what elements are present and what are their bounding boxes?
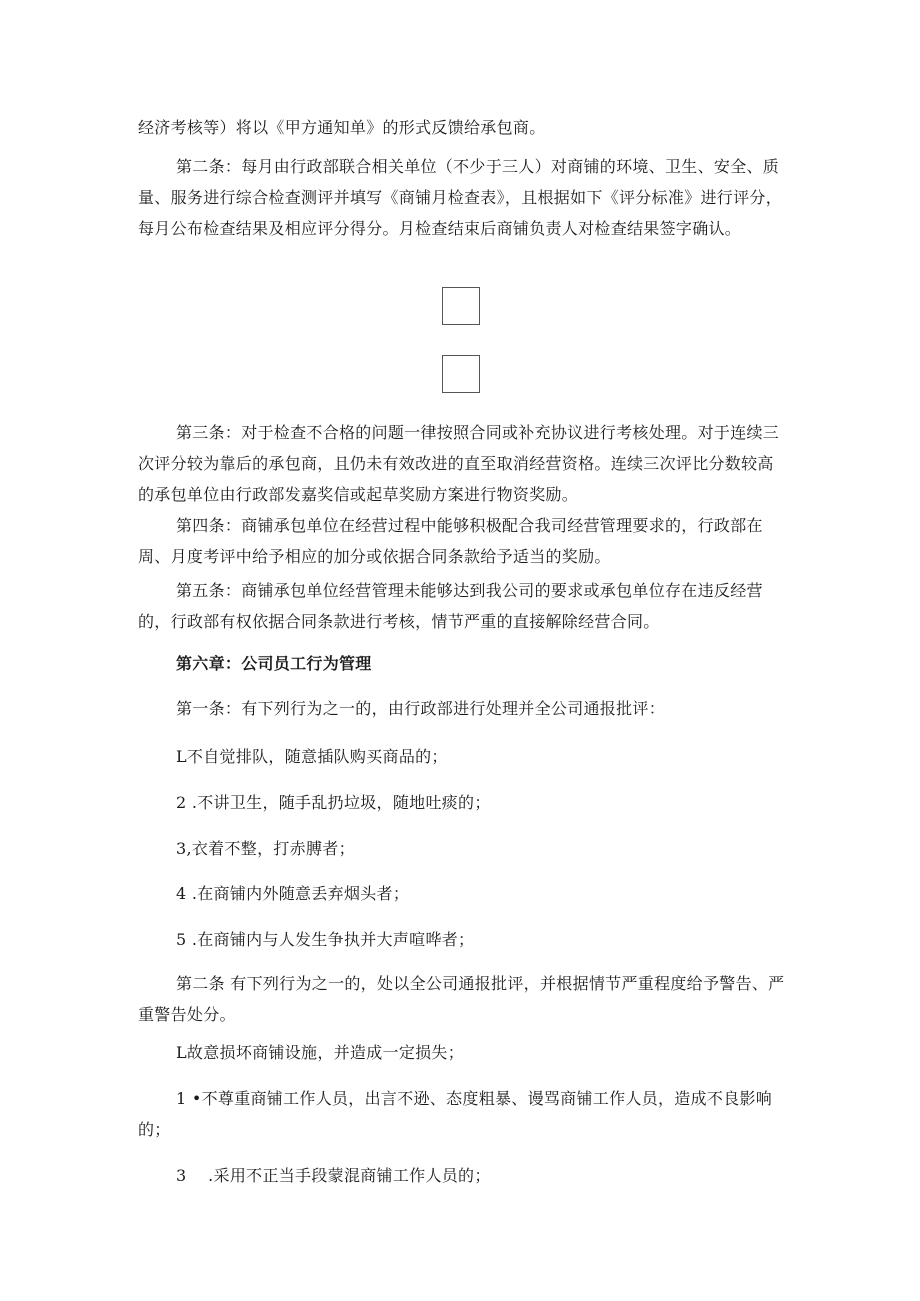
list-item-2-3: 3 .采用不正当手段蒙混商铺工作人员的； (176, 1166, 491, 1185)
chapter-6-article-1: 第一条：有下列行为之一的，由行政部进行处理并全公司通报批评： (176, 699, 666, 718)
article-4-paragraph: 第四条：商铺承包单位在经营过程中能够积极配合我司经营管理要求的，行政部在周、月度考评中给予相应的加分或依据合同条款给予适当的奖励。 (138, 516, 763, 566)
list-item-4: 4 .在商铺内外随意丢弃烟头者； (176, 884, 410, 903)
article-3-paragraph: 第三条：对于检查不合格的问题一律按照合同或补充协议进行考核处理。对于连续三次评分较为靠后的承包商，且仍未有效改进的直至取消经营资格。连续三次评比分数较高的承包单位由行政部发嘉奖信或起草奖励方案进行物资奖励。 (138, 423, 780, 504)
checkbox-placeholder-1 (442, 287, 480, 325)
chapter-6-heading: 第六章：公司员工行为管理 (176, 654, 372, 673)
article-5-paragraph: 第五条：商铺承包单位经营管理未能够达到我公司的要求或承包单位存在违反经营的，行政部有权依据合同条款进行考核，情节严重的直接解除经营合同。 (138, 581, 763, 631)
list-item-2: 2 .不讲卫生，随手乱扔垃圾，随地吐痰的； (176, 793, 491, 812)
checkbox-placeholder-2 (442, 355, 480, 393)
list-item-2-2: 1 •不尊重商铺工作人员，出言不逊、态度粗暴、谩骂商铺工作人员，造成不良影响的； (138, 1089, 773, 1139)
list-item-2-1: L故意损坏商铺设施，并造成一定损失； (176, 1043, 465, 1062)
article-2-paragraph: 第二条：每月由行政部联合相关单位（不少于三人）对商铺的环境、卫生、安全、质量、服务进行综合检查测评并填写《商铺月检查表》，且根据如下《评分标准》进行评分，每月公布检查结果及相应评分得分。月检查结束后商铺负责人对检查结果签字确认。 (138, 157, 783, 238)
list-item-1: L不自觉排队，随意插队购买商品的； (176, 747, 448, 766)
paragraph-continuation: 经济考核等）将以《甲方通知单》的形式反馈给承包商。 (138, 118, 546, 137)
list-item-3: 3,衣着不整，打赤膊者； (176, 839, 355, 858)
chapter-6-article-2: 第二条 有下列行为之一的，处以全公司通报批评，并根据情节严重程度给予警告、严重警告处分。 (138, 974, 785, 1024)
list-item-5: 5 .在商铺内与人发生争执并大声喧哗者； (176, 930, 475, 949)
